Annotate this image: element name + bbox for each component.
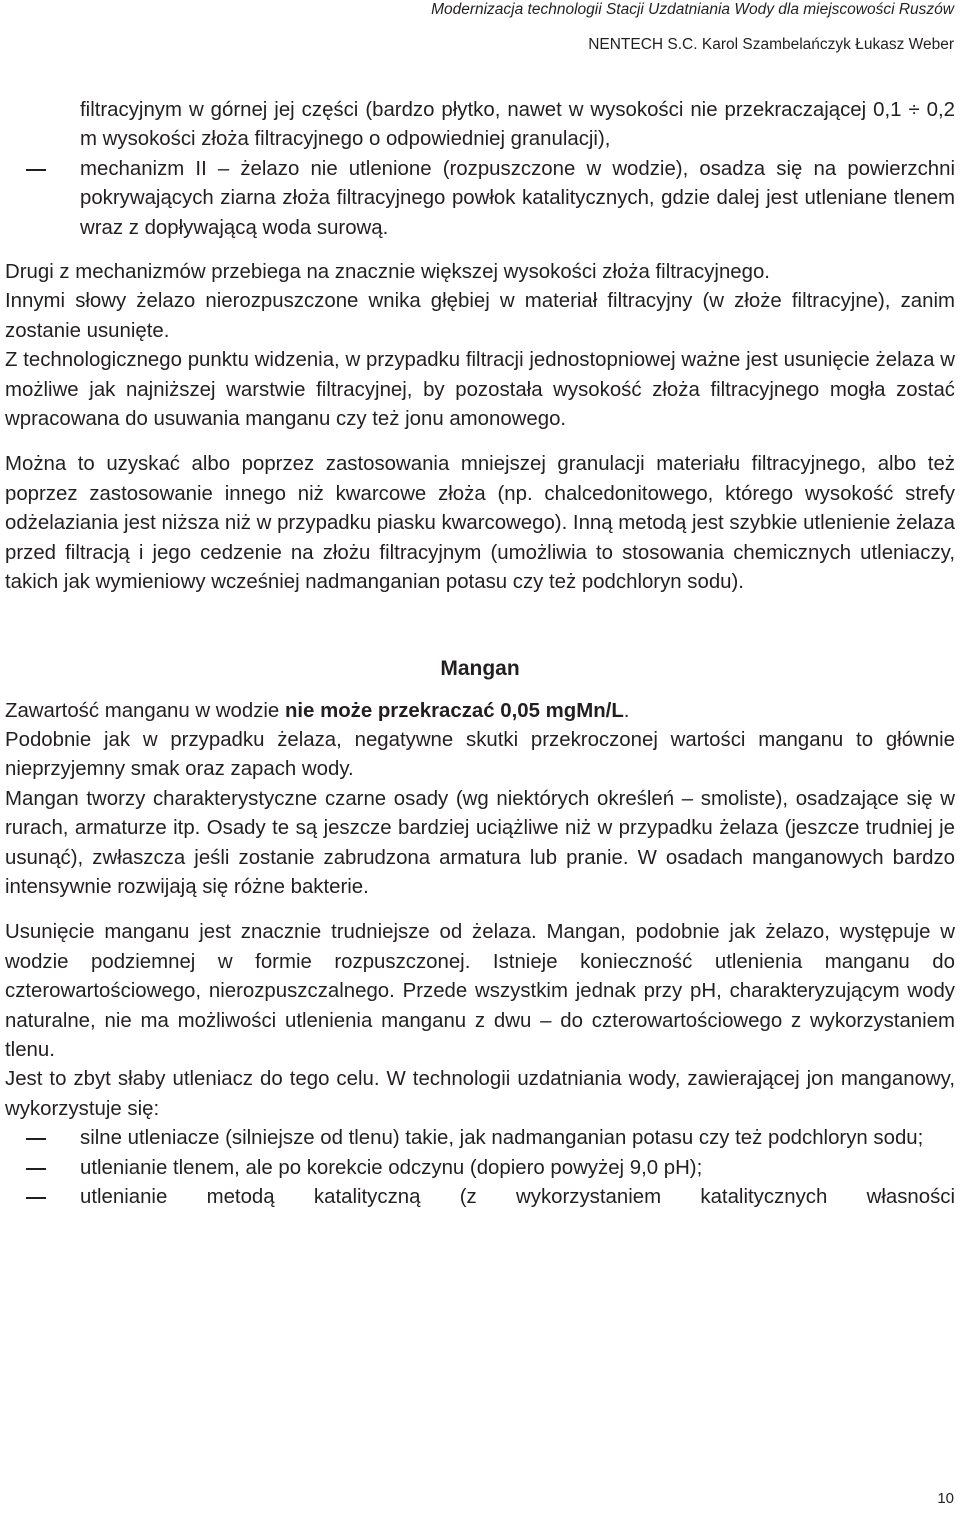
document-body [5,96,955,1212]
list-item [5,1154,955,1183]
paragraph: Usunięcie manganu jest znacznie trudniejsze od żelaza. Mangan, podobnie jak żelazo, występuje w wodzie podziemnej w formie rozpuszczonej. Istnieje konieczność utlenienia manganu do czterowartościowego, nierozpuszczalnego. Przede wszystkim jednak przy pH, charakteryzującym wody naturalne, nie ma możliwości utlenienia manganu z dwu – do czterowartościowego z wykorzystaniem tlenu. [5,921,955,1061]
list-item-text: silne utleniacze (silniejsze od tlenu) takie, jak nadmanganian potasu czy też podchloryn sodu; [80,1127,924,1150]
section-heading: Mangan [440,656,520,680]
list-item [5,1183,955,1212]
manganese-limit-intro: Zawartość manganu w wodzie [5,699,285,722]
manganese-limit-value: nie może przekraczać 0,05 mgMn/L [284,699,624,722]
list-item [5,155,955,243]
document-title: Modernizacja technologii Stacji Uzdatniania Wody dla miejscowości Ruszów [431,1,954,18]
paragraph: Podobnie jak w przypadku żelaza, negatywne skutki przekroczonej wartości manganu to głównie nieprzyjemny smak oraz zapach wody. [5,728,955,781]
paragraph [5,697,955,726]
company-name: NENTECH S.C. Karol Szambelańczyk Łukasz Weber [588,36,954,53]
paragraph: Mangan tworzy charakterystyczne czarne osady (wg niektórych określeń – smoliste), osadzające się w rurach, armaturze itp. Osady te są jeszcze bardziej uciążliwe niż w przypadku żelaza (jeszcze trudniej je usunąć), zwłaszcza jeśli zostanie zabrudzona armatura lub pranie. W osadach manganowych bardzo intensywnie rozwijają się różne bakterie. [5,787,955,898]
list-item [5,1124,955,1153]
dash-bullet [26,1168,46,1170]
dash-bullet [26,1197,46,1199]
paragraph: Można to uzyskać albo poprzez zastosowania mniejszej granulacji materiału filtracyjnego, albo też poprzez zastosowanie innego niż kwarcowe złoża (np. chalcedonitowego, którego wysokość strefy odżelaziania jest niższa niż w przypadku piasku kwarcowego). Inną metodą jest szybkie utlenienie żelaza przed filtracją i jego cedzenie na złożu filtracyjnym (umożliwia to stosowania chemicznych utleniaczy, takich jak wymieniowy wcześniej nadmanganian potasu czy też podchloryn sodu). [5,453,955,594]
list-item-text: utlenianie metodą katalityczną (z wykorzystaniem katalitycznych własności [80,1186,955,1208]
paragraph: Z technologicznego punktu widzenia, w przypadku filtracji jednostopniowej ważne jest usunięcie żelaza w możliwe jak najniższej warstwie filtracyjnej, by pozostała wysokość złoża filtracyjnego mogła zostać wpracowana do usuwania manganu czy też jonu amonowego. [5,349,955,431]
manganese-limit-end: . [623,699,630,722]
paragraph: Innymi słowy żelazo nierozpuszczone wnika głębiej w materiał filtracyjny (w złoże filtracyjne), zanim zostanie usunięte. [5,290,955,342]
paragraph: Drugi z mechanizmów przebiega na znacznie większej wysokości złoża filtracyjnego. [5,261,770,284]
list-item-text: utlenianie tlenem, ale po korekcie odczynu (dopiero powyżej 9,0 pH); [80,1156,703,1179]
paragraph: Jest to zbyt słaby utleniacz do tego celu. W technologii uzdatniania wody, zawierającej jon manganowy, wykorzystuje się: [5,1068,955,1120]
page-header [431,0,954,55]
list-item-text: mechanizm II – żelazo nie utlenione (rozpuszczone w wodzie), osadza się na powierzchni pokrywających ziarna złoża filtracyjnego powłok katalitycznych, gdzie dalej jest utleniane tlenem wraz z dopływającą woda surową. [80,157,955,239]
list-item [5,96,955,155]
list-item-text: filtracyjnym w górnej jej części (bardzo płytko, nawet w wysokości nie przekraczającej 0,1 ÷ 0,2 m wysokości złoża filtracyjnego o odpowiedniej granulacji), [80,99,955,151]
dash-bullet [26,169,46,171]
page-number: 10 [937,1490,954,1507]
dash-bullet [26,1138,46,1140]
